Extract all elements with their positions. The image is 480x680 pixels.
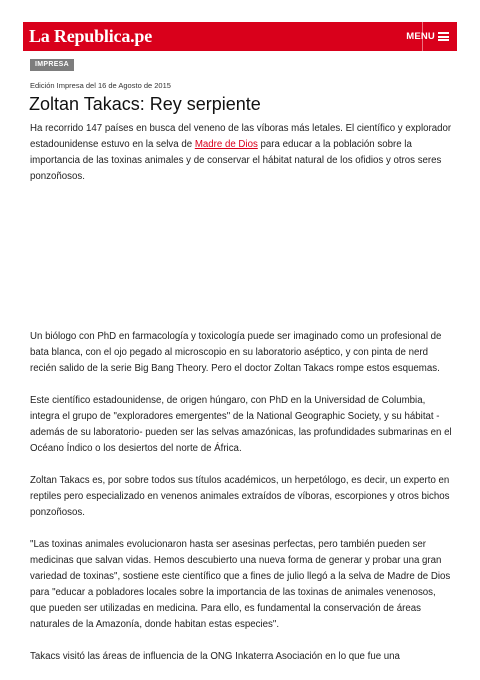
section-badge[interactable]: IMPRESA: [30, 59, 74, 71]
madre-de-dios-link[interactable]: Madre de Dios: [194, 139, 258, 150]
lead-text-end: para educar a la población sobre la importancia de las toxinas animales y de conservar el hábitat natural de los ofidios y otros seres ponzoñosos.: [30, 139, 442, 182]
article-paragraph: "Las toxinas animales evolucionaron hasta ser asesinas perfectas, pero también pueden ser medicinas que salvan vidas. Hemos descubierto una nueva forma de generar y probar una gran variedad de toxinas", sostiene este científico que a fines de julio llegó a la selva de Madre de Dios para "educar a pobladores locales sobre la importancia de las toxinas de animales venenosos, que pueden ser utilizadas en medicina. Para ello, es fundamental la conservación de áreas naturales de la Amazonía, donde habitan estas especies".: [30, 539, 451, 630]
article-paragraph: Takacs visitó las áreas de influencia de la ONG Inkaterra Asociación en lo que fue una: [30, 651, 400, 662]
lead-text-start: Ha recorrido 147 países en busca del veneno de las víboras más letales. El científico y explorador estadounidense estuvo en la selva de: [30, 123, 452, 150]
article-paragraph: Zoltan Takacs es, por sobre todos sus títulos académicos, un herpetólogo, es decir, un experto en reptiles pero especializado en venenos animales extraídos de víboras, escorpiones y otros bichos ponzoñosos.: [30, 475, 450, 518]
article-body: [30, 329, 454, 680]
site-logo[interactable]: La Republica.pe: [29, 26, 153, 46]
article-media-area: [30, 188, 450, 323]
article-title: Zoltan Takacs: Rey serpiente: [29, 94, 261, 114]
site-header: [23, 22, 457, 51]
hamburger-icon: [438, 32, 449, 41]
article-paragraph: Este científico estadounidense, de origen húngaro, con PhD en la Universidad de Columbia, integra el grupo de "exploradores emergentes" de la National Geographic Society, y su hábitat -además de su laboratorio- pueden ser las selvas amazónicas, las profundidades submarinas en el Océano Índico o los desiertos del norte de África.: [30, 395, 452, 454]
menu-label: MENU: [406, 31, 435, 42]
edition-date: Edición Impresa del 16 de Agosto de 2015: [30, 81, 171, 90]
article-lead: [30, 121, 454, 185]
menu-button[interactable]: [406, 22, 449, 51]
article-paragraph: Un biólogo con PhD en farmacología y toxicología puede ser imaginado como un profesional de bata blanca, con el ojo pegado al microscopio en su laboratorio aséptico, y con pinta de nerd recién salido de la serie Big Bang Theory. Pero el doctor Zoltan Takacs rompe estos esquemas.: [30, 331, 442, 374]
